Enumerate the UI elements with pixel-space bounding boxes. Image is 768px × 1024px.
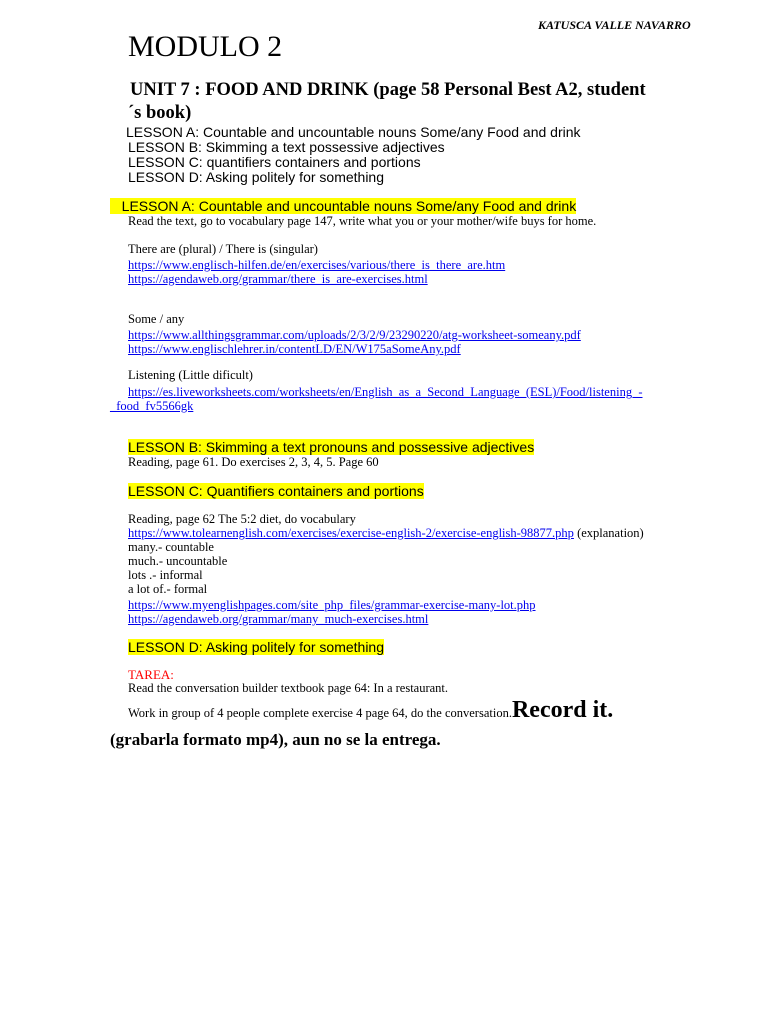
- author-name: KATUSCA VALLE NAVARRO: [538, 18, 691, 32]
- there-link-2[interactable]: https://agendaweb.org/grammar/there_is_are-exercises.html: [128, 272, 428, 286]
- tarea-line-2: [128, 697, 613, 724]
- unit-title-line1: UNIT 7 : FOOD AND DRINK (page 58 Personal Best A2, student: [130, 80, 646, 100]
- tarea-line-1: Read the conversation builder textbook page 64: In a restaurant.: [128, 681, 449, 695]
- note-lots: lots .- informal: [128, 568, 203, 582]
- overview-lesson-a: LESSON A: Countable and uncountable nouns Some/any Food and drink: [126, 124, 581, 140]
- lesson-b-text: Reading, page 61. Do exercises 2, 3, 4, 5. Page 60: [128, 455, 379, 469]
- quantifiers-link-2[interactable]: https://www.myenglishpages.com/site_php_files/grammar-exercise-many-lot.php: [128, 598, 536, 612]
- tarea-label: TAREA:: [128, 667, 174, 682]
- lesson-b-heading: LESSON B: Skimming a text pronouns and possessive adjectives: [128, 439, 535, 455]
- some-any-label: Some / any: [128, 312, 185, 326]
- there-link-1[interactable]: https://www.englisch-hilfen.de/en/exercises/various/there_is_there_are.htm: [128, 258, 506, 272]
- lesson-a-heading: LESSON A: Countable and uncountable nouns Some/any Food and drink: [110, 198, 577, 214]
- lesson-a-instruction: Read the text, go to vocabulary page 147, write what you or your mother/wife buys for home.: [128, 214, 597, 228]
- listening-link-part2[interactable]: _food_fv5566gk: [110, 399, 194, 413]
- tarea-line-3: (grabarla formato mp4), aun no se la entrega.: [110, 730, 441, 749]
- lesson-c-link-row: [128, 526, 644, 541]
- listening-label: Listening (Little dificult): [128, 368, 253, 382]
- overview-lesson-c: LESSON C: quantifiers containers and portions: [128, 154, 421, 170]
- unit-title-line2: ´s book): [128, 103, 192, 123]
- note-many: many.- countable: [128, 540, 214, 554]
- note-a-lot-of: a lot of.- formal: [128, 582, 208, 596]
- lesson-c-heading: LESSON C: Quantifiers containers and portions: [128, 483, 424, 499]
- there-label: There are (plural) / There is (singular): [128, 242, 318, 256]
- overview-lesson-d: LESSON D: Asking politely for something: [128, 169, 385, 185]
- overview-lesson-b: LESSON B: Skimming a text possessive adjectives: [128, 139, 445, 155]
- quantifiers-link-1[interactable]: https://www.tolearnenglish.com/exercises/exercise-english-2/exercise-english-98877.php: [128, 526, 574, 540]
- page-title: MODULO 2: [128, 30, 283, 63]
- explanation-note: (explanation): [573, 526, 644, 540]
- lesson-d-heading: LESSON D: Asking politely for something: [128, 639, 385, 655]
- record-it-text: Record it.: [511, 697, 614, 723]
- note-much: much.- uncountable: [128, 554, 228, 568]
- quantifiers-link-3[interactable]: https://agendaweb.org/grammar/many_much-exercises.html: [128, 612, 429, 626]
- listening-link-part1[interactable]: https://es.liveworksheets.com/worksheets/en/English_as_a_Second_Language_(ESL)/Food/listening_-: [128, 385, 643, 399]
- lesson-c-reading: Reading, page 62 The 5:2 diet, do vocabulary: [128, 512, 356, 526]
- tarea-line-2-text: Work in group of 4 people complete exercise 4 page 64, do the conversation.: [128, 706, 512, 720]
- some-any-link-1[interactable]: https://www.allthingsgrammar.com/uploads/2/3/2/9/23290220/atg-worksheet-someany.pdf: [128, 328, 581, 342]
- some-any-link-2[interactable]: https://www.englischlehrer.in/contentLD/EN/W175aSomeAny.pdf: [128, 342, 461, 356]
